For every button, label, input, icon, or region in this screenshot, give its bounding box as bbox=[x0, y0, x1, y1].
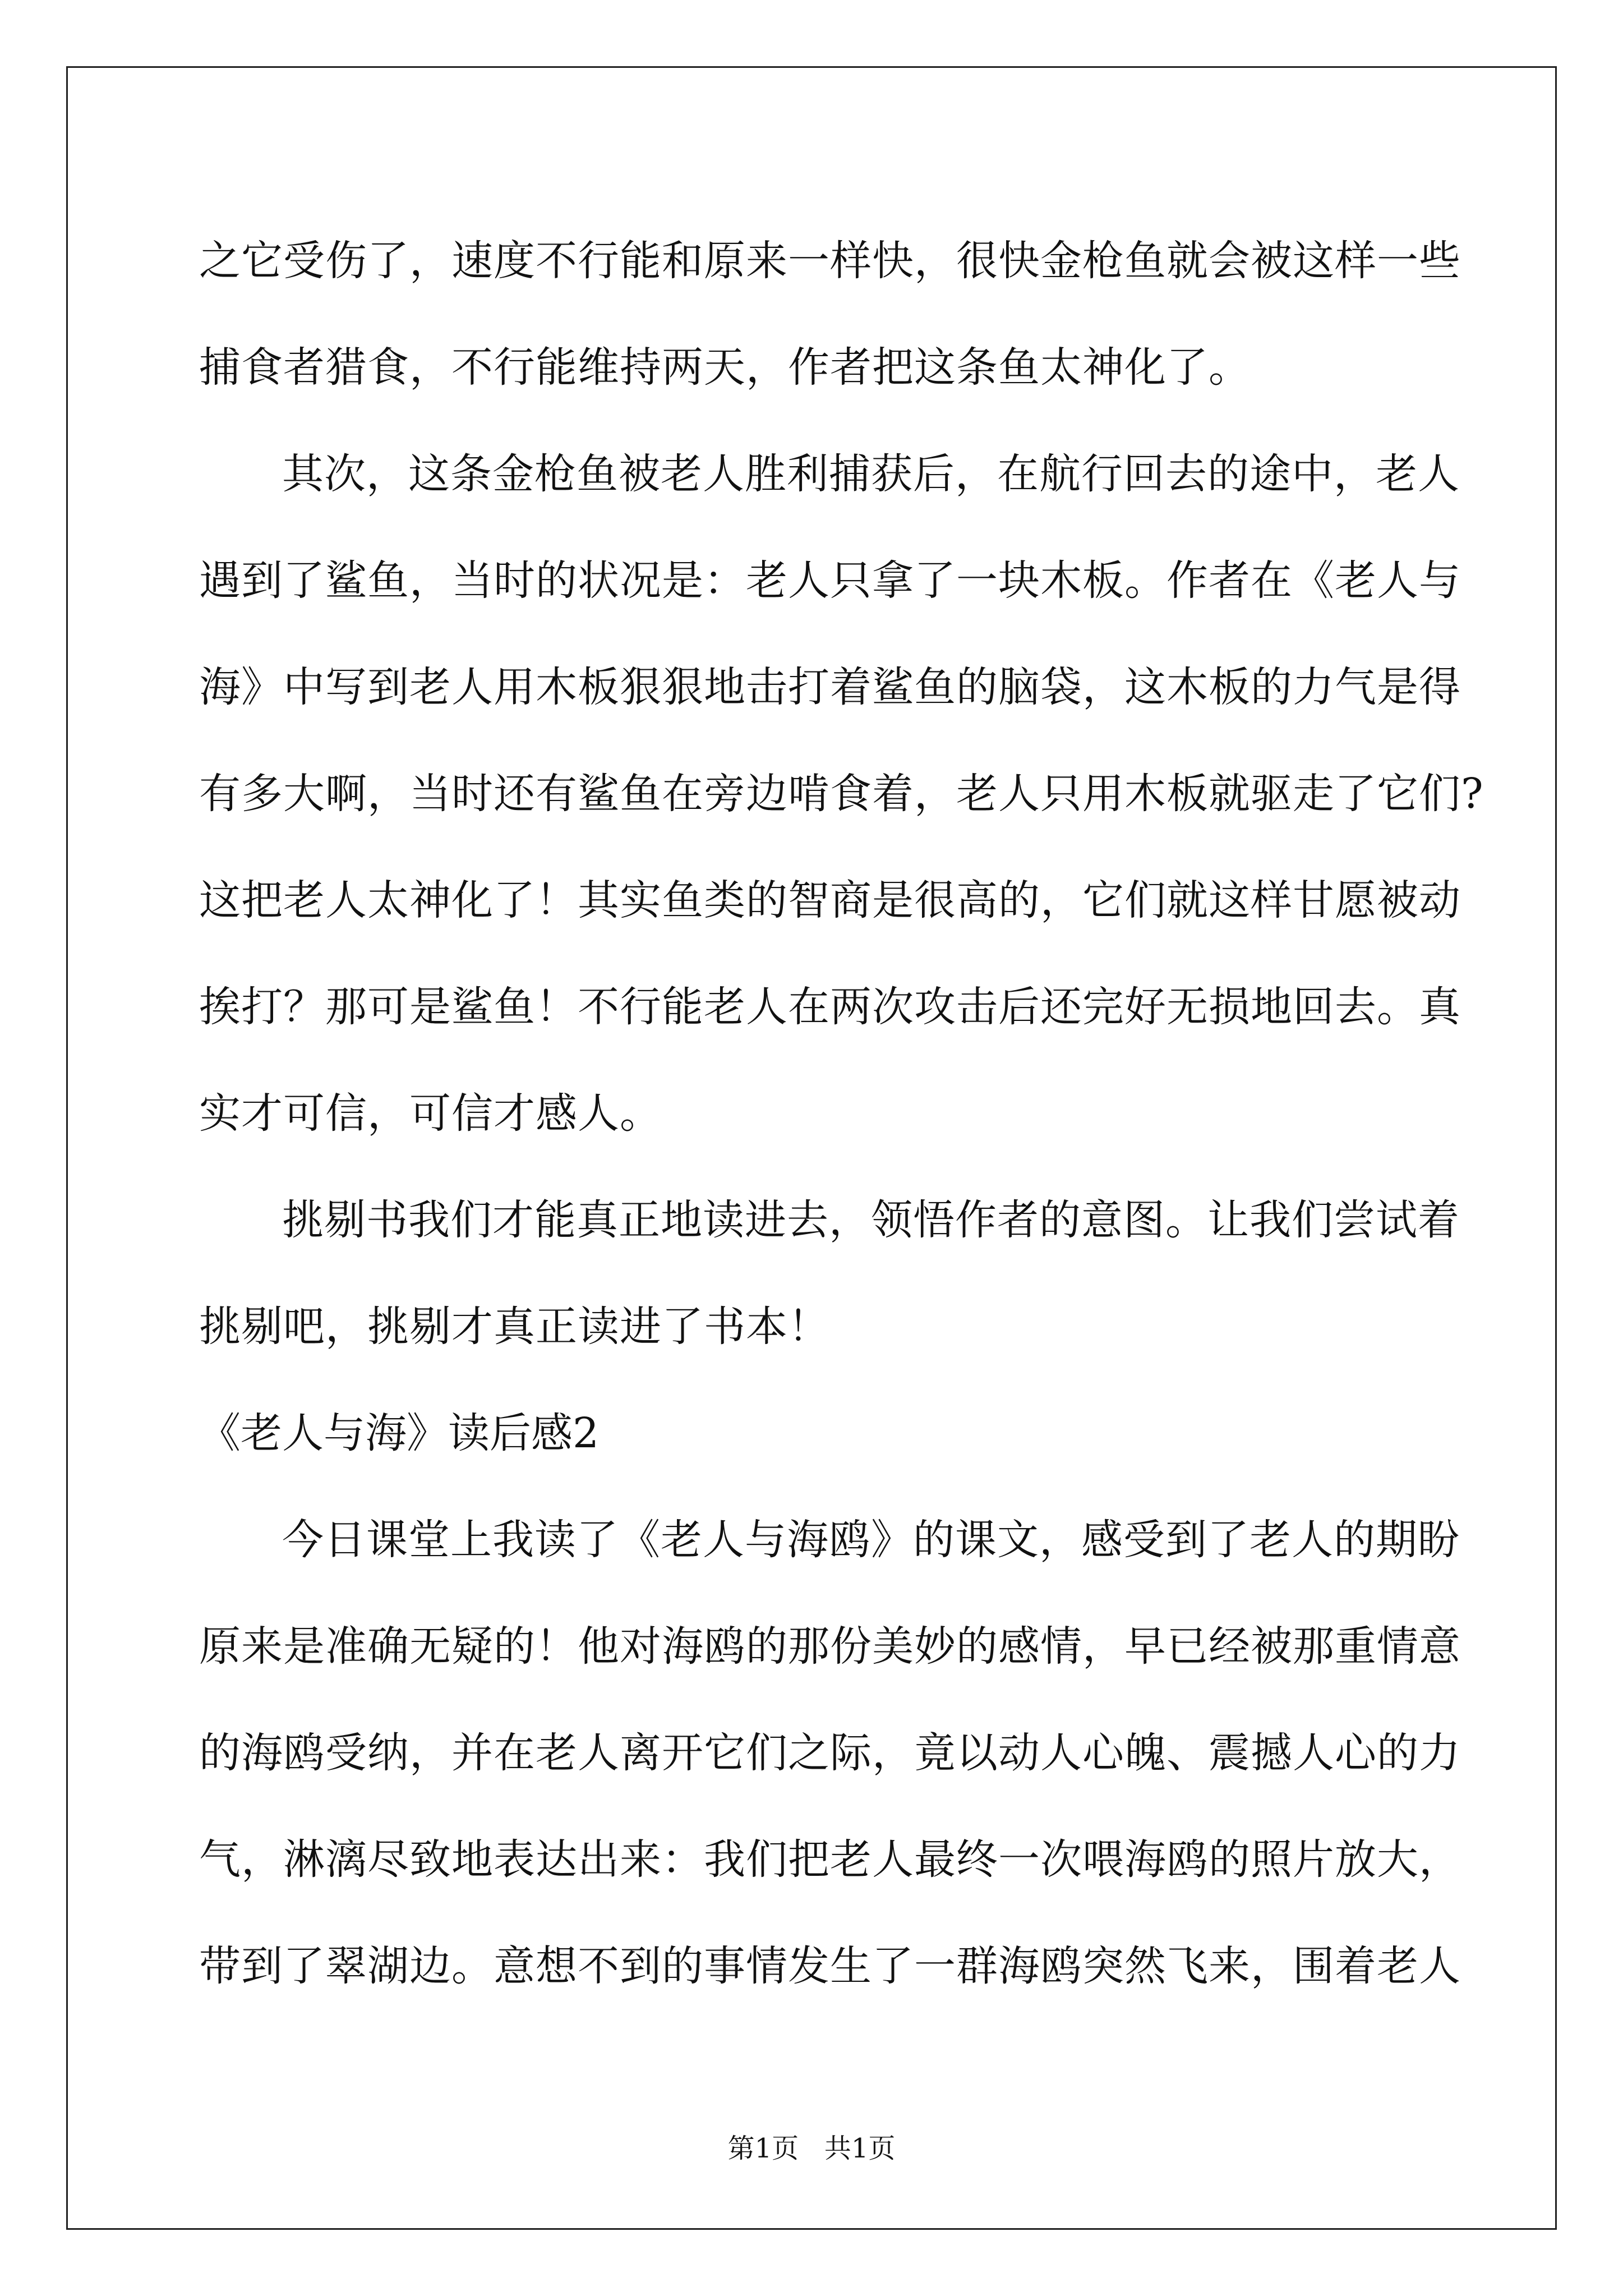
paragraph-start-line: 挑剔书我们才能真正地读进去，领悟作者的意图。让我们尝试着 bbox=[282, 1196, 1460, 1244]
text-line: 遇到了鲨鱼，当时的状况是：老人只拿了一块木板。作者在《老人与 bbox=[199, 556, 1461, 605]
page-number-footer: 第1页 共1页 bbox=[727, 2133, 896, 2164]
text-line: 有多大啊，当时还有鲨鱼在旁边啃食着，老人只用木板就驱走了它们? bbox=[199, 770, 1484, 818]
text-line: 气，淋漓尽致地表达出来：我们把老人最终一次喂海鸥的照片放大， bbox=[199, 1835, 1461, 1884]
paragraph-start-line: 其次，这条金枪鱼被老人胜利捕获后，在航行回去的途中，老人 bbox=[282, 450, 1460, 498]
text-line: 之它受伤了，速度不行能和原来一样快，很快金枪鱼就会被这样一些 bbox=[199, 237, 1461, 285]
text-line: 海》中写到老人用木板狠狠地击打着鲨鱼的脑袋，这木板的力气是得 bbox=[199, 663, 1461, 711]
text-line: 原来是准确无疑的！他对海鸥的那份美妙的感情，早已经被那重情意 bbox=[199, 1622, 1461, 1671]
paragraph-start-line: 今日课堂上我读了《老人与海鸥》的课文，感受到了老人的期盼 bbox=[282, 1516, 1460, 1564]
document-body bbox=[199, 208, 1484, 2019]
text-line: 挨打？那可是鲨鱼！不行能老人在两次攻击后还完好无损地回去。真 bbox=[199, 983, 1461, 1031]
text-line: 挑剔吧，挑剔才真正读进了书本！ bbox=[199, 1303, 830, 1351]
text-line: 带到了翠湖边。意想不到的事情发生了一群海鸥突然飞来，围着老人 bbox=[199, 1942, 1461, 1990]
section-heading: 《老人与海》读后感2 bbox=[199, 1409, 600, 1457]
text-line: 这把老人太神化了！其实鱼类的智商是很高的，它们就这样甘愿被动 bbox=[199, 876, 1461, 924]
text-line: 实才可信，可信才感人。 bbox=[199, 1089, 662, 1138]
text-line: 捕食者猎食，不行能维持两天，作者把这条鱼太神化了。 bbox=[199, 343, 1251, 392]
text-line: 的海鸥受纳，并在老人离开它们之际，竟以动人心魄、震撼人心的力 bbox=[199, 1729, 1461, 1777]
